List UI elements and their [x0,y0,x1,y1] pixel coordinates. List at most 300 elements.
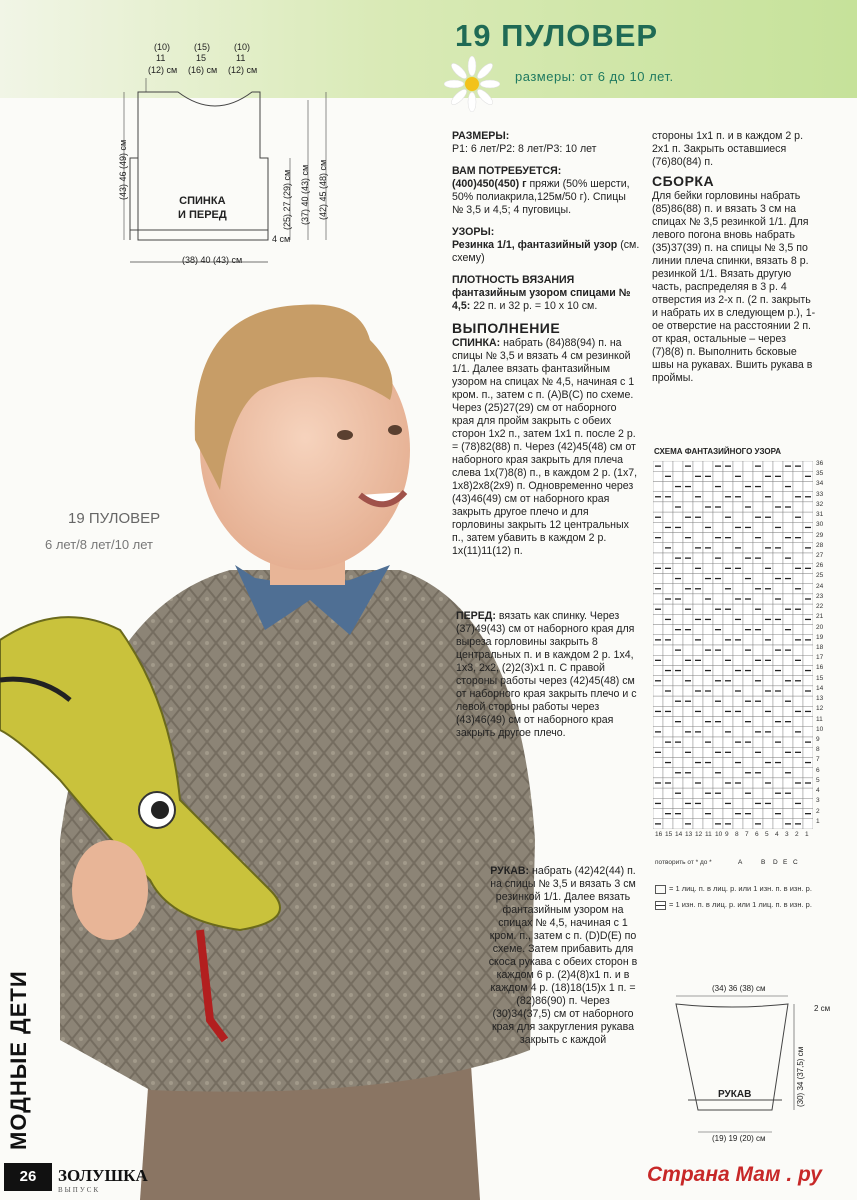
assembly-text: Для бейки горловины набрать (85)86(88) п. и вязать 3 см на спицах № 3,5 резинкой 1/1. Для левого погона вновь набрать (35)37(39) п. на спицы № 3,5 по линии плеча спинки, вязать 8 р. резинкой 1/1. Вязать другую часть, распределяя в 3 р. 4 отверстия из 2-х п. (2 п. закрыть и набрать их в следующем р.), 1-ое отверстие на расстоянии 2 п. от края, остальные – через (7)8(8) п. Выполнить бсковые швы на рукавах. Вшить рукава в проймы. [652,190,816,384]
chart-cell [663,645,673,655]
chart-cell [693,533,703,543]
chart-cell [683,492,693,502]
chart-row-number: 28 [816,541,824,549]
chart-column-number: 4 [775,831,779,838]
chart-cell [793,614,803,624]
chart-cell [713,798,723,808]
materials-text [452,178,640,217]
chart-cell [743,533,753,543]
materials-details: пряжи (50% шерсти, 50% полиакрила,125м/50 г). Спицы № 3,5 и 4,5; 4 пуговицы. [452,178,630,216]
chart-cell [753,809,763,819]
chart-cell [743,819,753,829]
chart-cell [713,492,723,502]
chart-cell [673,676,683,686]
dim-armhole-height: (25) 27 (29) см [282,169,292,230]
chart-cell [803,788,813,798]
chart-cell [663,798,673,808]
chart-cell [723,665,733,675]
chart-cell [783,798,793,808]
chart-cell [683,757,693,767]
chart-cell [683,522,693,532]
chart-cell [663,604,673,614]
chart-cell [753,737,763,747]
chart-cell [673,471,683,481]
chart-cell [693,553,703,563]
magazine-issue: ВЫПУСК [58,1186,101,1194]
chart-cell [673,727,683,737]
chart-cell [743,563,753,573]
chart-cell [783,778,793,788]
chart-cell [663,655,673,665]
chart-cell [733,461,743,471]
magazine-name [58,1166,148,1194]
sizes-heading: РАЗМЕРЫ: [452,130,510,142]
chart-cell [803,696,813,706]
chart-cell [793,768,803,778]
chart-cell [683,788,693,798]
chart-cell [703,676,713,686]
chart-cell [723,757,733,767]
chart-cell [803,747,813,757]
chart-cell [773,604,783,614]
chart-start-letter: A [738,859,743,866]
chart-cell [793,481,803,491]
dim-top-right-1: (10) [234,42,251,52]
legend-purl [655,900,812,910]
chart-cell [683,614,693,624]
chart-cell [763,594,773,604]
chart-cell [803,481,813,491]
chart-cell [653,471,663,481]
chart-cell [713,757,723,767]
chart-column-number: 13 [685,831,693,838]
patterns-note: (см. схему) [452,239,640,264]
chart-cell [703,563,713,573]
chart-column-numbers [655,831,815,841]
sleeve-dim-bottom: (19) 19 (20) см [712,1134,766,1143]
chart-cell [683,665,693,675]
chart-cell [673,706,683,716]
sleeve-heading: РУКАВ: [490,865,530,877]
chart-cell [673,655,683,665]
chart-cell [693,747,703,757]
chart-cell [753,522,763,532]
chart-cell [743,727,753,737]
chart-cell [783,737,793,747]
legend-swatch-purl [655,901,666,910]
chart-row-number: 5 [816,776,820,784]
chart-row-number: 34 [816,480,824,488]
chart-cell [653,614,663,624]
page-subtitle: размеры: от 6 до 10 лет. [515,69,674,84]
chart-cell [793,625,803,635]
chart-cell [773,533,783,543]
chart-cell [653,809,663,819]
chart-cell [683,778,693,788]
chart-cell [803,727,813,737]
chart-cell [653,665,663,675]
chart-cell [673,461,683,471]
chart-cell [713,522,723,532]
chart-cell [703,655,713,665]
instructions-column-2 [652,130,817,391]
chart-cell [653,522,663,532]
chart-cell [753,757,763,767]
chart-cell [803,625,813,635]
chart-cell [673,492,683,502]
chart-cell [803,553,813,563]
chart-cell [733,747,743,757]
chart-cell [673,819,683,829]
dim-top-right-3: (12) см [228,65,258,75]
chart-cell [753,614,763,624]
chart-cell [673,604,683,614]
chart-cell [683,809,693,819]
chart-cell [713,706,723,716]
chart-cell [733,573,743,583]
chart-cell [763,461,773,471]
chart-cell [783,563,793,573]
chart-cell [683,737,693,747]
magazine-title: ЗОЛУШКА [58,1166,148,1185]
chart-cell [793,573,803,583]
chart-cell [773,778,783,788]
chart-cell [803,502,813,512]
chart-cell [663,461,673,471]
sleeve-continued: стороны 1х1 п. и в каждом 2 р. 2х1 п. Закрыть оставшиеся (76)80(84) п. [652,130,804,168]
chart-cell [733,625,743,635]
chart-row-number: 6 [816,766,820,774]
chart-cell [673,614,683,624]
chart-cell [723,737,733,747]
chart-cell [773,676,783,686]
chart-cell [773,819,783,829]
chart-column-number: 15 [665,831,673,838]
chart-start-letter: C [793,859,798,866]
chart-cell [703,727,713,737]
chart-cell [743,543,753,553]
chart-cell [793,553,803,563]
chart-cell [703,461,713,471]
chart-cell [743,798,753,808]
dim-top-left-1: (10) [154,42,171,52]
chart-cell [763,737,773,747]
chart-cell [713,543,723,553]
chart-cell [733,655,743,665]
chart-cell [703,553,713,563]
chart-cell [803,655,813,665]
chart-cell [653,768,663,778]
chart-cell [663,696,673,706]
chart-cell [803,676,813,686]
chart-cell [773,563,783,573]
chart-cell [793,502,803,512]
dim-rib: 4 см [272,234,291,244]
chart-cell [793,665,803,675]
chart-cell [693,604,703,614]
chart-cell [713,727,723,737]
chart-cell [743,706,753,716]
gauge-heading: ПЛОТНОСТЬ ВЯЗАНИЯ фантазийным узором спицами № 4,5: [452,274,631,312]
chart-row-number: 22 [816,603,824,611]
chart-cell [733,553,743,563]
chart-cell [783,706,793,716]
chart-column-number: 14 [675,831,683,838]
dim-top-mid-1: (15) [194,42,211,52]
chart-cell [663,819,673,829]
chart-row-number: 19 [816,633,824,641]
chart-start-letter: B [761,859,766,866]
sleeve-schematic [672,982,842,1147]
chart-cell [743,757,753,767]
chart-cell [653,645,663,655]
side-caption-title: 19 ПУЛОВЕР [68,510,161,527]
chart-cell [733,788,743,798]
chart-cell [653,737,663,747]
dim-top-right-2: 11 [236,53,246,63]
chart-row-number: 36 [816,460,824,467]
chart-cell [693,676,703,686]
chart-row-number: 24 [816,582,824,590]
chart-row-number: 7 [816,756,820,764]
chart-cell [743,512,753,522]
chart-cell [723,553,733,563]
dim-top-mid-3: (16) см [188,65,218,75]
chart-cell [753,686,763,696]
chart-cell [773,481,783,491]
chart-cell [773,706,783,716]
chart-cell [663,584,673,594]
chart-cell [763,819,773,829]
chart-row-number: 12 [816,705,824,713]
chart-cell [753,717,763,727]
chart-cell [673,798,683,808]
chart-cell [803,717,813,727]
chart-cell [663,553,673,563]
chart-cell [793,788,803,798]
chart-cell [733,481,743,491]
chart-cell [653,594,663,604]
chart-cell [783,686,793,696]
chart-cell [773,635,783,645]
chart-cell [713,614,723,624]
chart-cell [743,604,753,614]
chart-cell [753,645,763,655]
chart-row-number: 35 [816,470,824,478]
chart-cell [693,696,703,706]
chart-cell [663,512,673,522]
chart-cell [793,757,803,767]
pattern-chart-grid [653,461,813,829]
chart-cell [743,584,753,594]
chart-cell [693,819,703,829]
chart-start-letter: D [773,859,778,866]
chart-cell [673,563,683,573]
chart-cell [703,819,713,829]
chart-cell [723,717,733,727]
chart-column-number: 1 [805,831,809,838]
chart-cell [783,471,793,481]
piece-label: СПИНКА И ПЕРЕД [178,195,227,221]
chart-cell [713,809,723,819]
chart-row-number: 25 [816,572,824,580]
chart-cell [763,696,773,706]
chart-cell [703,481,713,491]
brand-vertical: МОДНЫЕ ДЕТИ [6,970,31,1150]
chart-cell [803,584,813,594]
chart-cell [653,717,663,727]
chart-cell [763,533,773,543]
chart-cell [803,604,813,614]
body-schematic [120,40,350,270]
chart-row-number: 4 [816,787,820,795]
chart-cell [753,778,763,788]
chart-cell [673,686,683,696]
chart-cell [693,522,703,532]
chart-cell [763,604,773,614]
chart-row-number: 8 [816,746,820,754]
chart-cell [803,573,813,583]
chart-cell [733,512,743,522]
chart-cell [733,696,743,706]
chart-row-number: 11 [816,715,823,723]
materials-heading: ВАМ ПОТРЕБУЕТСЯ: [452,165,562,177]
chart-cell [783,584,793,594]
chart-cell [793,686,803,696]
chart-cell [783,492,793,502]
chart-cell [673,512,683,522]
chart-row-number: 29 [816,531,824,539]
dim-width: (38) 40 (43) см [182,255,243,265]
front-heading: ПЕРЕД: [456,610,496,622]
chart-cell [743,686,753,696]
materials-amount: (400)450(450) г [452,178,527,190]
chart-cell [713,686,723,696]
chart-cell [723,543,733,553]
chart-cell [763,645,773,655]
assembly-heading: СБОРКА [652,173,715,189]
chart-cell [763,768,773,778]
front-text [452,610,646,740]
chart-cell [753,471,763,481]
chart-cell [783,522,793,532]
chart-cell [773,727,783,737]
back-body: набрать (84)88(94) п. на спицы № 3,5 и вязать 4 см резинкой 1/1. Далее вязать фантазийным узором на спицах № 4,5, начиная с 1 кром. п., затем с п. (A)B(C) по схеме. Через (25)27(29) см от наборного края для пройм закрыть с обеих сторон 1х2 п., затем 1х1 п. после 2 р. = (78)82(88) п. Через (42)45(48) см от наборного края закрыть для плеча слева 1х(7)8(8) п., в каждом 2 р. (1х7, 1х8)2х8(2х9) п. Одновременно через (43)46(49) см от наборного края закрыть другое плечо и для горловины закрыть 12 центральных п., затем убавить в каждом 2 р. 1х(11)11(12) п. [452,337,638,557]
chart-cell [703,512,713,522]
chart-cell [723,696,733,706]
chart-cell [783,809,793,819]
chart-cell [653,757,663,767]
chart-cell [753,543,763,553]
chart-cell [783,655,793,665]
chart-cell [733,676,743,686]
chart-cell [723,625,733,635]
chart-cell [693,594,703,604]
chart-cell [763,522,773,532]
chart-cell [693,461,703,471]
chart-cell [783,727,793,737]
chart-cell [763,809,773,819]
chart-cell [653,696,663,706]
chart-cell [723,522,733,532]
chart-cell [783,635,793,645]
chart-row-number: 14 [816,684,824,692]
side-caption-sizes: 6 лет/8 лет/10 лет [45,537,153,552]
chart-cell [663,717,673,727]
gauge-text [452,274,640,313]
chart-cell [663,533,673,543]
dim-top-left-3: (12) см [148,65,178,75]
chart-cell [783,594,793,604]
chart-cell [733,604,743,614]
chart-cell [683,563,693,573]
chart-column-number: 6 [755,831,759,838]
chart-cell [653,553,663,563]
chart-cell [653,625,663,635]
chart-cell [733,584,743,594]
chart-cell [693,645,703,655]
chart-row-number: 33 [816,490,824,498]
chart-cell [703,533,713,543]
patterns-heading: УЗОРЫ: [452,226,495,238]
chart-cell [663,625,673,635]
chart-column-number: 3 [785,831,789,838]
watermark: Страна Мам . ру [647,1163,822,1186]
legend-knit-text: = 1 лиц. п. в лиц. р. или 1 изн. п. в изн. р. [669,884,812,893]
chart-cell [783,665,793,675]
chart-cell [763,625,773,635]
sizes-text: Р1: 6 лет/Р2: 8 лет/Р3: 10 лет [452,143,597,155]
patterns-text [452,239,640,265]
chart-cell [683,594,693,604]
chart-cell [723,809,733,819]
chart-cell [653,502,663,512]
chart-cell [793,645,803,655]
chart-cell [773,768,783,778]
chart-cell [663,502,673,512]
chart-cell [683,706,693,716]
page-number: 26 [4,1163,52,1191]
dim-top-mid-2: 15 [196,53,207,63]
legend-swatch-knit [655,885,666,894]
chart-cell [703,584,713,594]
chart-row-number: 21 [816,613,824,621]
chart-cell [723,645,733,655]
chart-cell [683,543,693,553]
chart-cell [693,625,703,635]
chart-cell [793,471,803,481]
chart-cell [653,543,663,553]
chart-cell [743,778,753,788]
chart-cell [673,584,683,594]
chart-cell [723,594,733,604]
chart-column-number: 11 [705,831,712,838]
chart-cell [733,798,743,808]
chart-cell [763,481,773,491]
gauge-value: 22 п. и 32 р. = 10 х 10 см. [470,300,598,312]
chart-cell [683,502,693,512]
chart-cell [743,676,753,686]
chart-cell [713,563,723,573]
chart-cell [663,481,673,491]
chart-cell [663,788,673,798]
chart-cell [753,635,763,645]
chart-cell [683,471,693,481]
chart-cell [693,481,703,491]
chart-row-number: 1 [816,817,820,825]
chart-cell [803,512,813,522]
back-heading: СПИНКА: [452,337,501,349]
